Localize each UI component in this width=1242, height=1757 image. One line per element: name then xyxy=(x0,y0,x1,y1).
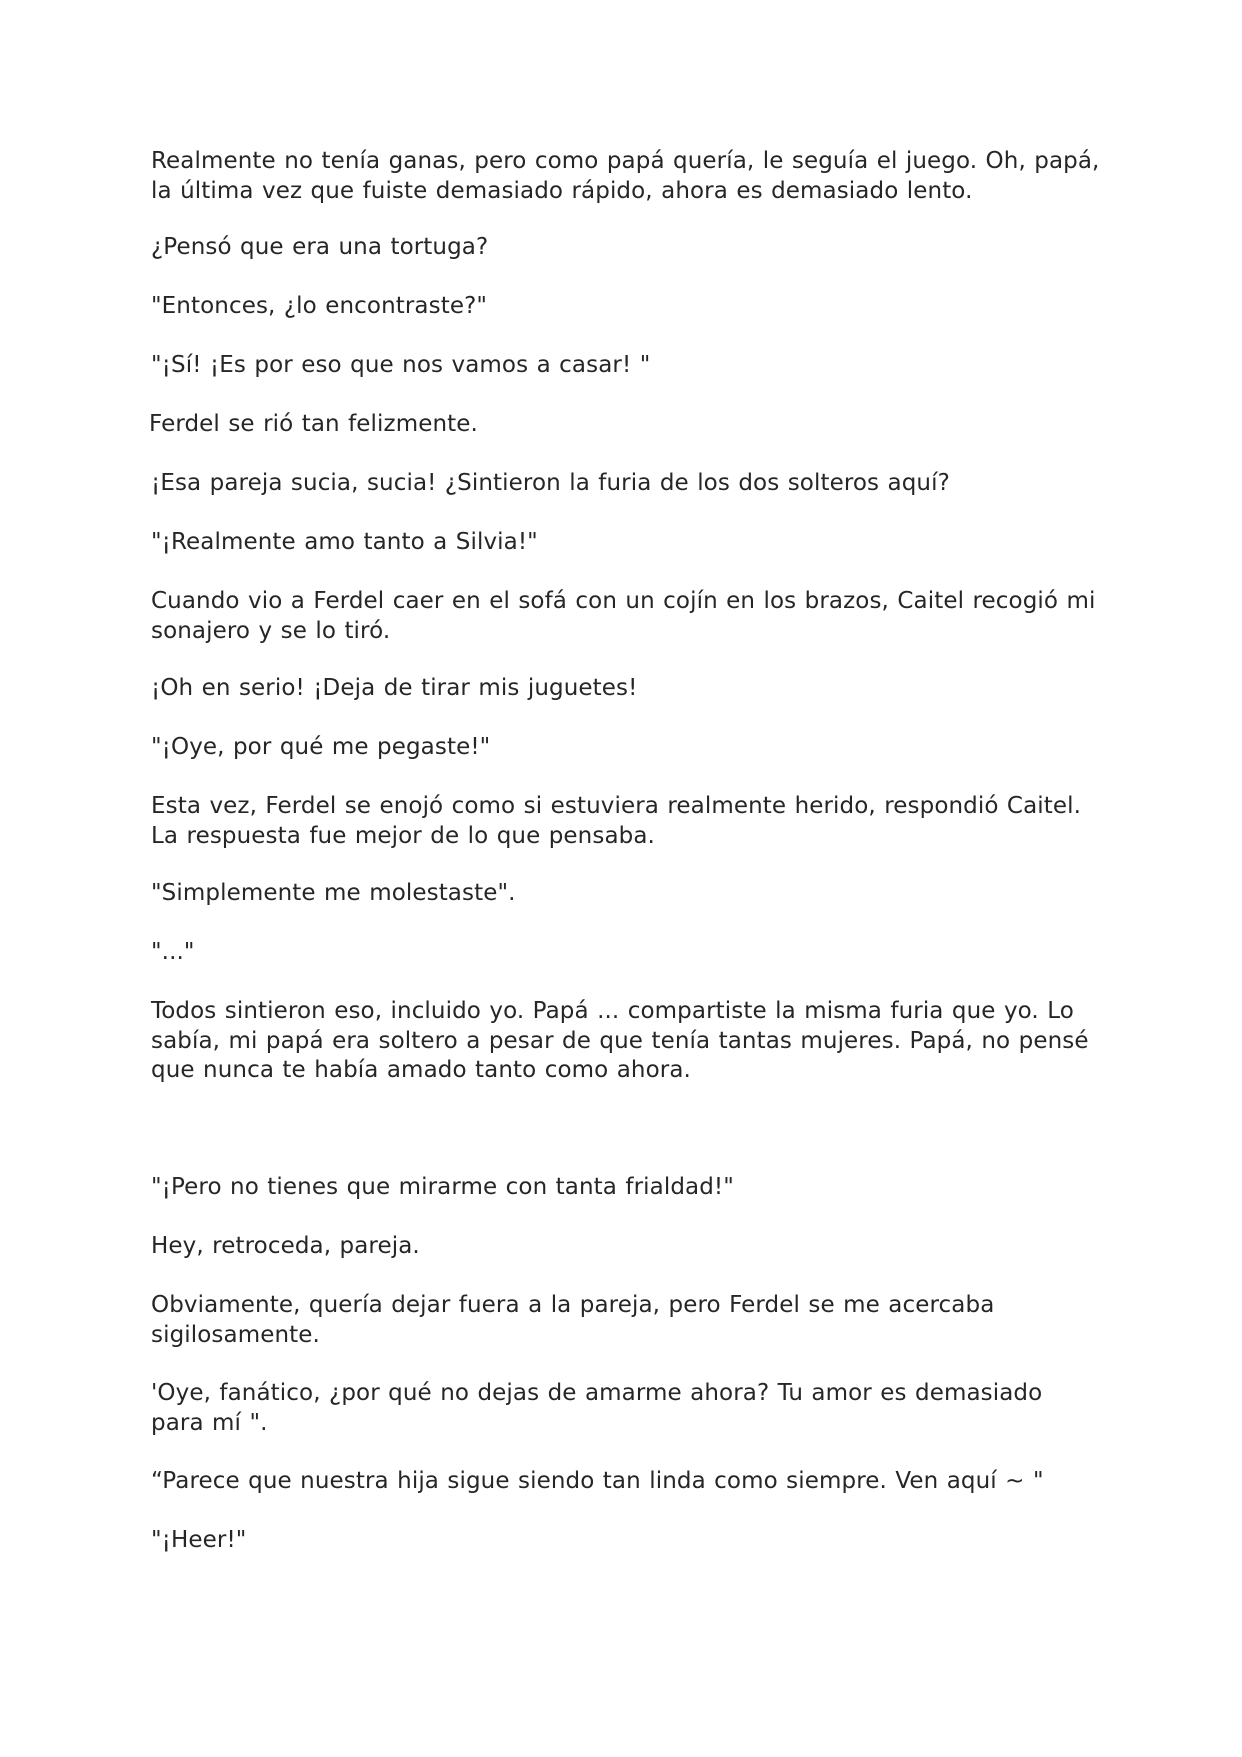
paragraph-5: Ferdel se rió tan felizmente. xyxy=(149,411,478,437)
paragraph-16: Hey, retroceda, pareja. xyxy=(151,1233,420,1259)
paragraph-20: "¡Heer!" xyxy=(151,1527,247,1553)
paragraph-13: "..." xyxy=(151,939,195,965)
paragraph-7: "¡Realmente amo tanto a Silvia!" xyxy=(151,529,538,555)
paragraph-15: "¡Pero no tienes que mirarme con tanta frialdad!" xyxy=(151,1174,734,1200)
paragraph-1: Realmente no tenía ganas, pero como papá quería, le seguía el juego. Oh, papá, la última vez que fuiste demasiado rápido, ahora es demasiado lento. xyxy=(151,148,1100,204)
paragraph-17: Obviamente, quería dejar fuera a la pareja, pero Ferdel se me acercaba sigilosamente. xyxy=(151,1292,995,1348)
paragraph-12: "Simplemente me molestaste". xyxy=(151,880,516,906)
paragraph-9: ¡Oh en serio! ¡Deja de tirar mis juguetes! xyxy=(151,675,638,701)
paragraph-2: ¿Pensó que era una tortuga? xyxy=(151,234,489,260)
paragraph-3: "Entonces, ¿lo encontraste?" xyxy=(151,293,488,319)
paragraph-11: Esta vez, Ferdel se enojó como si estuviera realmente herido, respondió Caitel. La respuesta fue mejor de lo que pensaba. xyxy=(151,793,1082,849)
paragraph-4: "¡Sí! ¡Es por eso que nos vamos a casar! " xyxy=(151,352,651,378)
paragraph-14: Todos sintieron eso, incluido yo. Papá ... compartiste la misma furia que yo. Lo sabía, mi papá era soltero a pesar de que tenía tantas mujeres. Papá, no pensé que nunca te había amado tanto como ahora. xyxy=(151,998,1089,1083)
paragraph-18: 'Oye, fanático, ¿por qué no dejas de amarme ahora? Tu amor es demasiado para mí ". xyxy=(151,1380,1043,1436)
paragraph-8: Cuando vio a Ferdel caer en el sofá con un cojín en los brazos, Caitel recogió mi sonajero y se lo tiró. xyxy=(151,588,1096,644)
paragraph-19: “Parece que nuestra hija sigue siendo tan linda como siempre. Ven aquí ~ " xyxy=(151,1468,1044,1494)
paragraph-10: "¡Oye, por qué me pegaste!" xyxy=(151,734,491,760)
paragraph-6: ¡Esa pareja sucia, sucia! ¿Sintieron la furia de los dos solteros aquí? xyxy=(151,470,950,496)
